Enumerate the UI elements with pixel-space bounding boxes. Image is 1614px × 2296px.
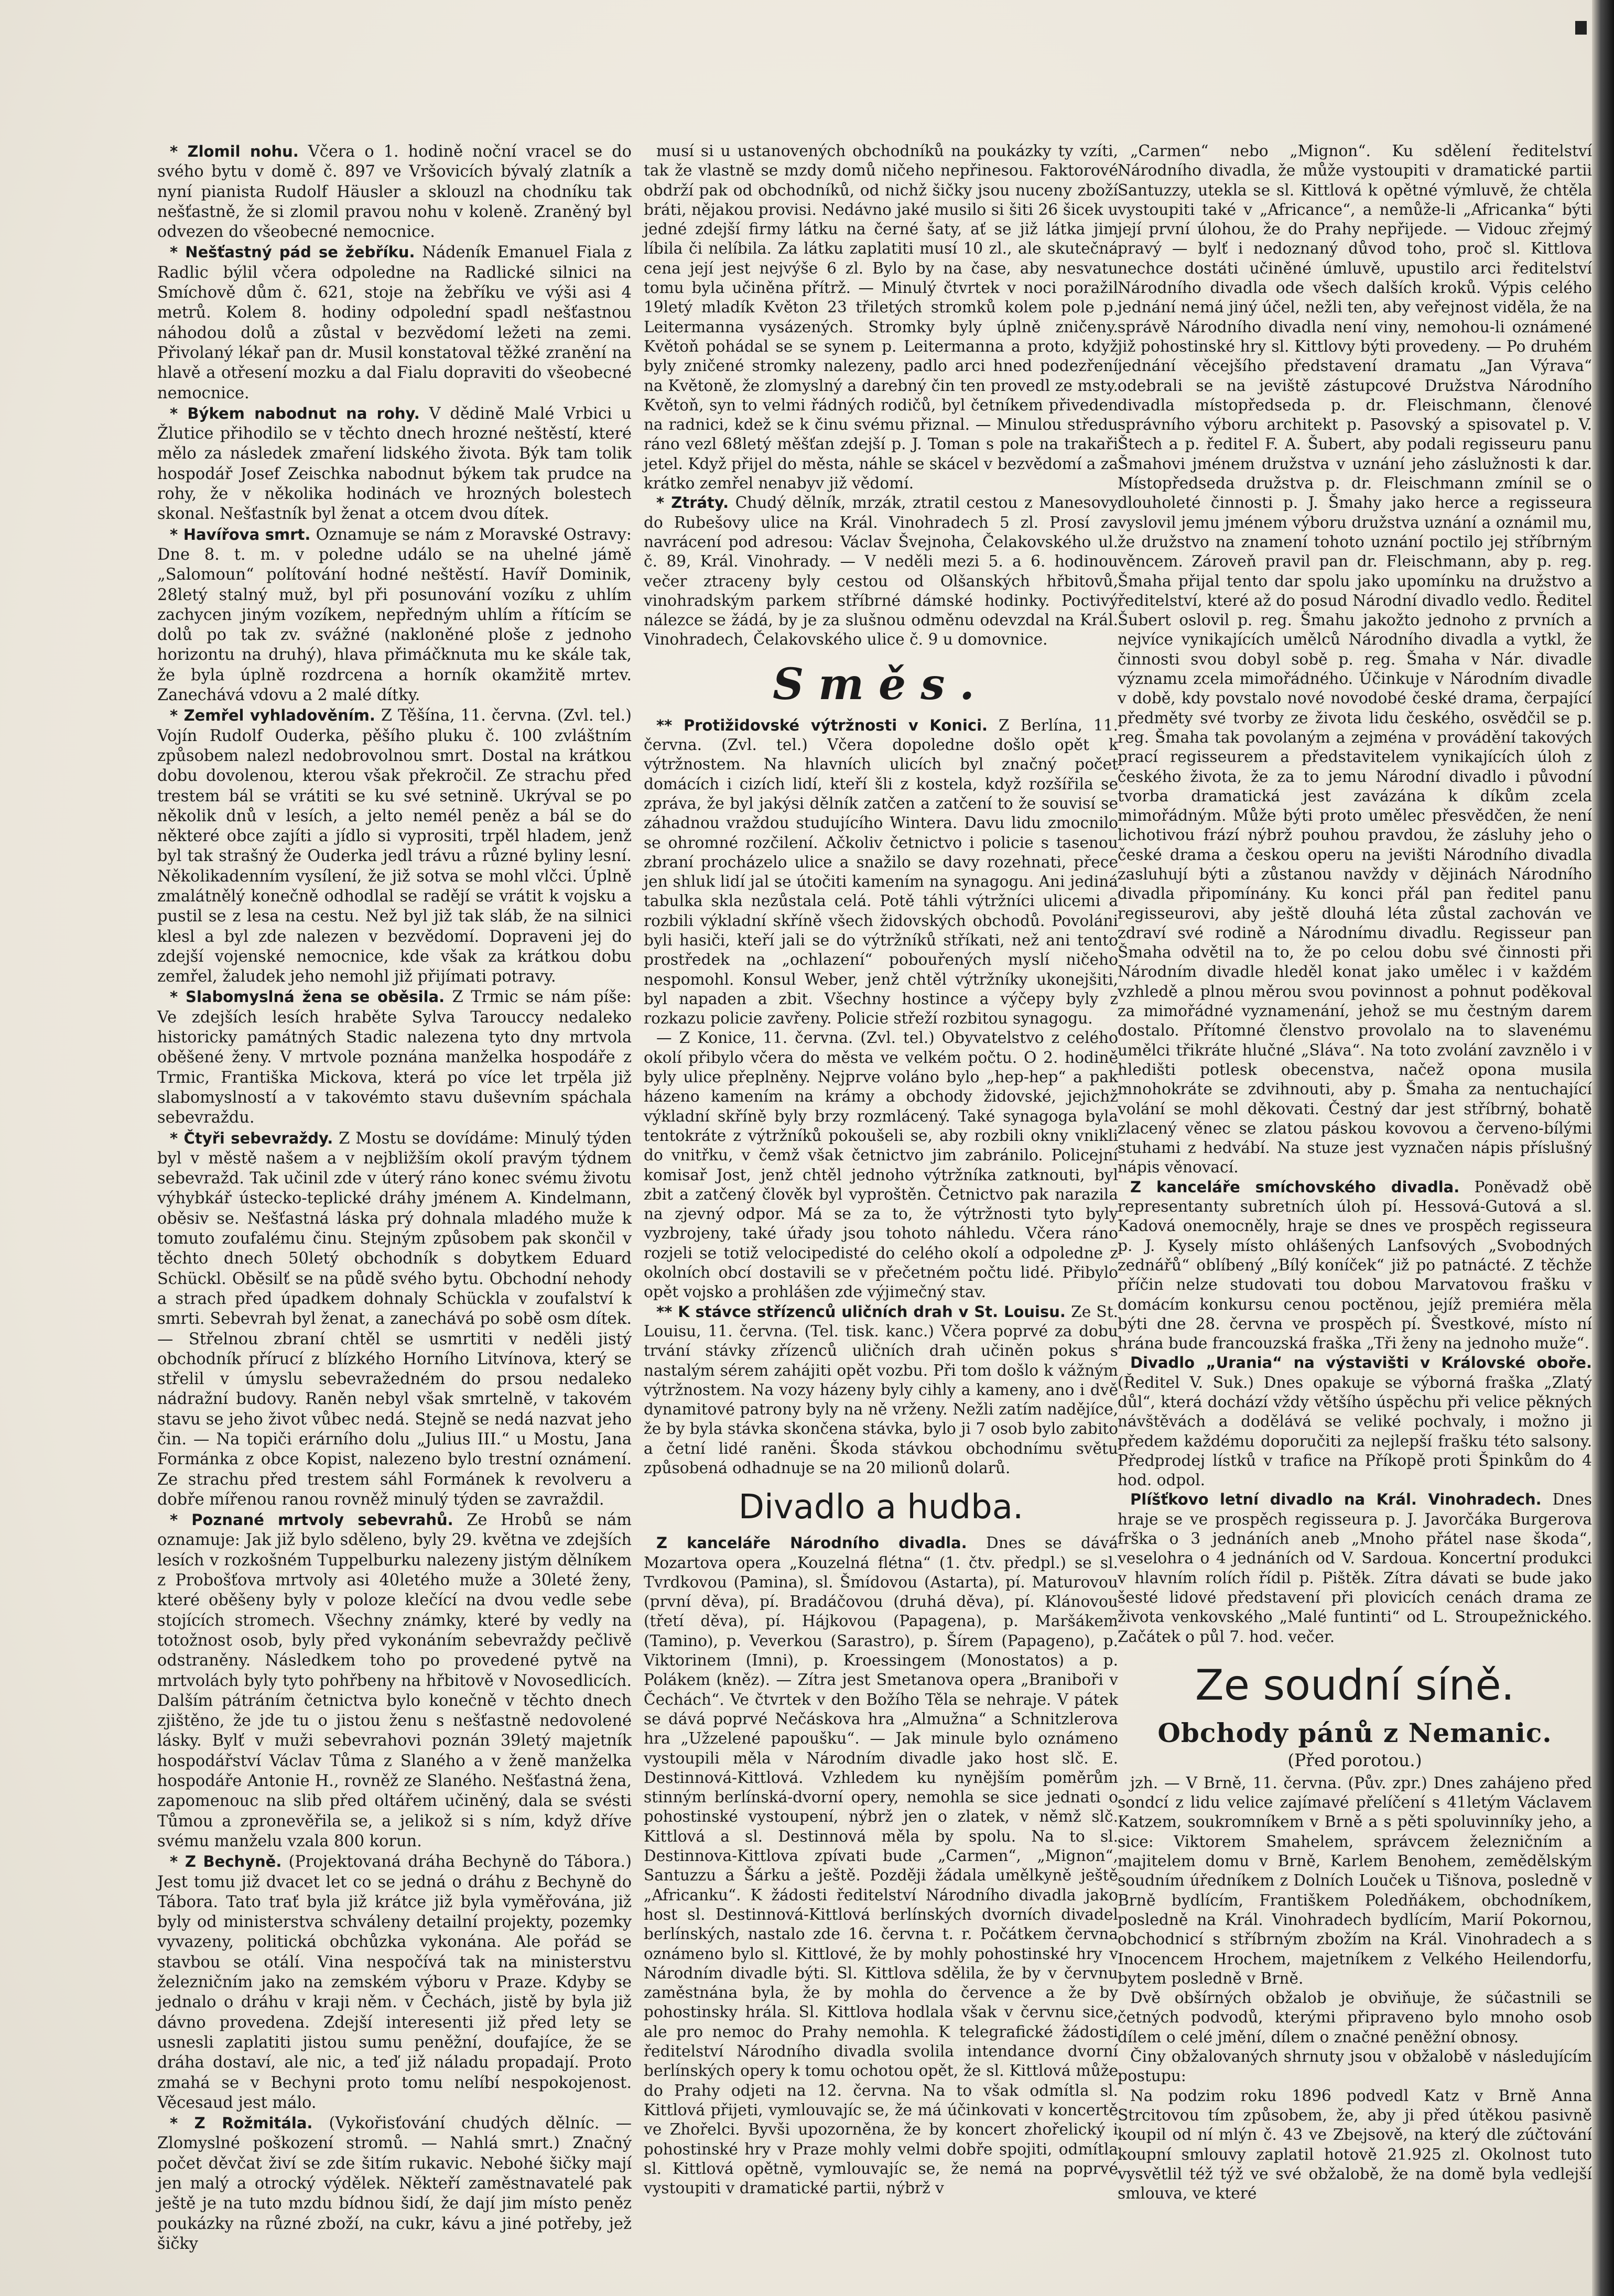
news-paragraph (157, 2113, 632, 2254)
news-paragraph (1118, 1353, 1592, 1490)
section-heading-soudni: Ze soudní síně. (1195, 1660, 1515, 1710)
column-3 (1118, 142, 1592, 2203)
news-paragraph (1118, 2086, 1592, 2204)
paragraph-text: Poněvadž obě representanty subretních úloh pí. Hessová-Gutová a sl. Kadová onemocněly, hraje se dnes ve prospěch regisseura p. J. Kysely místo ohlášených Lanfsových „Svobodných zednářů“ oblíbený „Bílý koníček“ již po patnácté. Z těchže příčin nelze studovati tou dobou Marvatovou frašku v domácím konkursu cenou poctěnou, jejíž premiéra měla býti dne 28. června ve prospěch pí. Švestkové, místo ní hrána bude francouzská fraška „Tři ženy na jednoho muže“. (1118, 1178, 1593, 1353)
news-paragraph (644, 1028, 1118, 1302)
paragraph-lead: Z kanceláře Národního divadla. (656, 1534, 967, 1552)
paragraph-text: Ze Hrobů se nám oznamuje: Jak již bylo sděleno, byly 29. května ve zdejších lesích v rozkošném Tuppelburku nalezeny jistým dělníkem z Probošťova mrtvoly asi 40letého muže a 30leté ženy, které oběšeny byly v poloze klečící na dvou vedle sebe stojících stromech. Všechny známky, které by vedly na totožnost osob, byly před vykonáním sebevraždy pečlivě odstraněny. Následkem toho po provedené pytvě na mrtvolách byly tyto pohřbeny na hřbitově v Novosedlicích. Dalším pátráním četnictva bylo konečně v těchto dnech zjištěno, že jde tu o jistou ženu s nešťastně nedovolené lásky. Bylť v muži sebevrahovi poznán 39letý majetník hospodářství Václav Tůma z Slaného a v ženě manželka hospodáře Antonie H., rovněž ze Slaného. Nešťastná žena, zapomenouc na slib před oltářem učiněný, dala se svésti Tůmou a zpronevěřila se, a jelikož si s ním, když dříve svému manželu vzala 800 korun. (157, 1511, 632, 1851)
paragraph-text: Na podzim roku 1896 podvedl Katz v Brně Anna Strcitovou tím způsobem, že, aby ji před útěkou pasivně koupil od ní mlýn č. 43 ve Zbejsově, na který dle zúčtování koupní smlouvy zaplatil hotově 21.925 zl. Okolnost tuto vysvětlil též týž ve své obžalobě, že na domě byla vedlejší smlouva, ve které (1118, 2086, 1592, 2203)
news-paragraph (1118, 2047, 1592, 2086)
paragraph-lead: * Zemřel vyhladověním. (170, 706, 375, 725)
paragraph-lead: * Zlomil nohu. (170, 143, 299, 160)
news-paragraph (644, 1302, 1118, 1478)
paragraph-text: musí si u ustanovených obchodníků na poukázky ty vzíti, tak že vlastně se mzdy domů ničeho nepřinesou. Faktorové obdrží pak od obchodníků, od nichž šičky jsou nuceny zboží bráti, nějakou provisi. Nedávno jaké musilo si šiti 26 šicek u jedné zdejší firmy látku na černé šaty, ať se již látka jim líbila či nelíbila. Za látku zaplatiti musí 10 zl., ale skutečná cena její jest nejvýše 6 zl. Bylo by na čase, aby nesvatu tomu byla učiněna přítrž. — Minulý čtvrtek v noci poražil 19letý mladík Květon 23 třiletých stromků kolem pole p. Leitermanna vysázených. Stromky byly úplně zničeny. Květoň pohádal se se synem p. Leitermanna a proto, když byly zničené stromky nalezeny, padlo arci hned podezření na Květoně, že zlomyslný a darebný čin ten provedl ze msty. Květoň, syn to velmi řádných rodičů, byl četníkem přiveden na radnici, kdež se k činu svému přiznal. — Minulou středu ráno vezl 68letý měšťan zdejší p. J. Toman s pole na trakaři jetel. Když přijel do města, náhle se skácel v bezvědomí a za krátko zemřel nenabyv již vědomí. (644, 142, 1118, 493)
news-paragraph (157, 142, 632, 242)
news-paragraph (1118, 1988, 1592, 2047)
paragraph-lead: Divadlo „Urania“ na výstavišti v Královské oboře. (1130, 1354, 1592, 1372)
paragraph-lead: * Čtyři sebevraždy. (170, 1129, 333, 1147)
paragraph-text: Ze St. Louisu, 11. června. (Tel. tisk. kanc.) Včera poprvé za dobu trvání stávky zřízenců uličních drah učiněn pokus s nastalým sérem zahájiti opět vozbu. Při tom došlo k vážným výtržnostem. Na vozy házeny byly cihly a kameny, ano i dvě dynamitové patrony byly na ně vrženy. Nežli zatím nadějíce, že by byla stávka skončena stávka, bylo ji 7 osob bylo zabito a četní lidé raněni. Škoda stávkou obchodnímu světu způsobená odhadnuje se na 20 milionů dolarů. (644, 1302, 1119, 1477)
paragraph-text: (Vykořisťování chudých dělníc. — Zlomyslné poškození stromů. — Nahlá smrt.) Značný počet děvčat živí se zde šitím rukavic. Nebohé šičky mají jen malý a otrocký výdělek. Někteří zaměstnavatelé pak ještě je na tuto mzdu bídnou šidí, že dají jim místo peněz poukázky na různé zboží, na cukr, kávu a jiné potřeby, jež šičky (157, 2114, 632, 2253)
news-paragraph (157, 1510, 632, 1852)
news-paragraph (644, 716, 1118, 1029)
paragraph-lead: * Ztráty. (656, 494, 729, 512)
paragraph-text: (Ředitel V. Suk.) Dnes opakuje se výborná fraška „Zlatý důl“, která dochází vždy většího úspěchu při velice pěkných návštěvách a dodělává se veliké pochvaly, i možno ji předem každému doporučiti za nejlepší frašku této salsony. Předprodej lístků v trafice na Příkopě proti Špinkům do 4 hod. odpol. (1118, 1373, 1592, 1489)
news-paragraph (644, 493, 1118, 649)
registration-mark (1575, 21, 1587, 35)
news-paragraph (1118, 142, 1592, 1178)
paragraph-lead: * Slabomyslná žena se oběsila. (170, 988, 445, 1006)
paragraph-text: Oznamuje se nám z Moravské Ostravy: Dne 8. t. m. v poledne událo se na uhelné jámě „Salomoun“ polítování hodné neštěstí. Havíř Dominik, 28letý stalný muž, byl při posunování vozíku z uhlím zachycen jiným vozíkem, nepředným uhlím a řítícím se dolů po tak zv. svážné (nakloněné ploše z jednoho horizontu na druhý), hlava přimáčknuta mu ke skále tak, že byla úplně rozdrcena a horník okamžitě mrtev. Zanechává vdovu a 2 malé dítky. (157, 525, 632, 705)
paragraph-text: Dnes se dává Mozartova opera „Kouzelná flétna“ (1. čtv. předpl.) se sl. Tvrdkovou (Pamina), sl. Šmídovou (Astarta), pí. Maturovou (první děva), pí. Bradáčovou (druhá děva), pí. Klánovou (třetí děva), pí. Hájkovou (Papagena), p. Maršákem (Tamino), p. Veverkou (Sarastro), p. Šírem (Papageno), p. Viktorinem (Imni), p. Kroessingem (Monostatos) a p. Polákem (kněz). — Zítra jest Smetanova opera „Braniboři v Čechách“. Ve čtvrtek v den Božího Těla se nehraje. V pátek se dává poprvé Nečáskova hra „Almužna“ a Schnitzlerova hra „Užzelené papoušku“. — Jak minule bylo oznámeno vystoupili měla v Národním divadle jako host slč. E. Destinnová-Kittlová. Vzhledem ku nynějším poměrům stinným berlínská-dvorní opery, nemohla se sice jednati o pohostinské vystoupení, nýbrž jen o zlatek, v němž slč. Kittlová a sl. Destinnová měla by spolu. Na to sl. Destinnova-Kittlova zpívati bude „Carmen“, „Mignon“, Santuzzu a Šárku a ještě. Později žádala umělkyně ještě „Africanku“. K žádosti ředitelství Národního divadla jako host sl. Destinnová-Kittlová berlínských dvorních divadel berlínských, nastalo zde 16. června t. r. Počátkem června oznámeno bylo sl. Kittlové, že by mohly pohostinské hry v Národním divadle býti. Sl. Kittlova sdělila, že by v červnu zaměstnána byla, že by mohla do července a že by pohostinsky hrála. Sl. Kittlova hodlala však v červnu sice, ale pro nemoc do Prahy nemohla. K telegrafické žádosti ředitelství Národního divadla svolila intendance dvorní berlínských opery k tomu ochotou opět, že sl. Kittlová může do Prahy odjeti na 12. června. Na to však odmítla sl. Kittlová přijeti, vymlouvajíc se, že má účinkovati v koncertě ve Zhořelci. Byvši upozorněna, že by koncert zhořelický i pohostinské hry v Praze mohly velmi dobře spojiti, odmítla sl. Kittlová opětně, vymlouvajíc se, že nemá na poprvé vystoupiti v dramatické partii, nýbrž v (644, 1534, 1119, 2197)
news-paragraph (1118, 1773, 1592, 1988)
paragraph-lead: ** Protižidovské výtržnosti v Konici. (656, 716, 988, 734)
paragraph-text: Dnes hraje se ve prospěch regisseura p. J. Javorčáka Burgerova frška o 3 jednáních aneb „Mnoho přátel nase škoda“, veselohra o 4 jednáních od V. Sardoua. Koncertní produkci v hlavním rolích řídil p. Pištěk. Zítra dávati se bude jako šesté lidové představení při plovicích cenách drama ze života venkovského „Malé funtinti“ od L. Stroupežnického. Začátek o půl 7. hod. večer. (1118, 1490, 1592, 1646)
article-headline: Obchody pánů z Nemanic. (1157, 1717, 1552, 1748)
news-paragraph (157, 1852, 632, 2113)
news-paragraph (157, 525, 632, 706)
paragraph-lead: * Z Bechyně. (170, 1853, 282, 1871)
news-paragraph (157, 987, 632, 1128)
paragraph-text: Chudý dělník, mrzák, ztratil cestou z Manesovy do Rubešovy ulice na Král. Vinohradech 5 zl. Prosí za navrácení pod adresou: Václav Švejnoha, Čelakovského ul. č. 89, Král. Vinohrady. — V neděli mezi 5. a 6. hodinou večer ztraceny byly cestou od Olšanských hřbitovů, vinohradským parkem stříbrné dámské hodinky. Poctivý nálezce se žádá, by je za slušnou odměnu odevzdal na Král. Vinohradech, Čelakovského ulice č. 9 u domovnice. (644, 494, 1118, 649)
paragraph-text: Včera o 1. hodině noční vracel se do svého bytu v domě č. 897 ve Vršovicích bývalý zlatník a nyní pianista Rudolf Häusler a sklouzl na chodníku tak nešťastně, že si zlomil pravou nohu v koleně. Zraněný byl odvezen do všeobecné nemocnice. (157, 143, 632, 242)
paragraph-text: (Projektovaná dráha Bechyně do Tábora.) Jest tomu již dvacet let co se jedná o dráhu z Bechyně do Tábora. Tato trať byla již krátce již byla vyměřována, již byly od ministerstva schváleny detailní projekty, pozemky vyvazeny, politická obchůzka vykonána. Ale pořád se stavbou se otálí. Vina nespočívá tak na ministerstvu železničním jako na zemském výboru v Praze. Kdyby se jednalo o dráhu v kraji něm. v Čechách, jistě by byla již dávno provedena. Zdejší interesenti již před lety se usnesli zaplatiti jistou sumu peněžní, doufajíce, že se dráha dostaví, ale nic, a teď již náladu propadají. Proto zmahá se v Bechyni proto tomu nelíbí nespokojenost. Věcesaud jest málo. (157, 1853, 632, 2112)
paragraph-text: Z Těšína, 11. června. (Zvl. tel.) Vojín Rudolf Ouderka, pěšího pluku č. 100 zvláštním způsobem nalezl nedobrovolnou smrt. Dostal na krátkou dobu dovolenou, kterou však překročil. Ze strachu před trestem bál se vrátiti se ku své setnině. Ukrýval se po několik dnů v lesích, a jelto nemél peněz a bál se do některé obce zajíti a jídlo si vyprositi, trpěl hladem, jenž byl tak strašný že Ouderka jedl trávu a různé byliny lesní. Několikadenním vysílení, že již sotva se mohl vlčci. Úplně zmalátnělý konečně odhodlal se radějí se vrátit k vojsku a pustil se z lesa na cestu. Než byl již tak sláb, že na silnici klesl a byl zde nalezen v bezvědomí. Dopraveni jej do zdejší vojenské nemocnice, kde však za krátkou dobu zemřel, žaludek jeho nemohl již přijímati potravy. (157, 706, 632, 986)
paragraph-lead: * Nešťastný pád se žebříku. (170, 243, 415, 262)
section-heading-divadlo: Divadlo a hudba. (738, 1488, 1024, 1527)
paragraph-text: Činy obžalovaných shrnuty jsou v obžalobě v následujícím postupu: (1118, 2048, 1592, 2085)
news-paragraph (644, 142, 1118, 493)
paragraph-text: V dědině Malé Vrbici u Žlutice přihodilo se v těchto dnech hrozné neštěstí, které mělo za následek zmaření lidského života. Býk tam tolik hospodář Josef Zeischka nabodnut býkem tak prudce na rohy, že v několika hodinách ve hrozných bolestech skonal. Nešťastník byl ženat a otcem dvou dítek. (157, 404, 632, 524)
article-subheadline: (Před porotou.) (1287, 1749, 1422, 1770)
paragraph-lead: * Havířova smrt. (170, 525, 311, 543)
news-paragraph (1118, 1490, 1592, 1646)
paragraph-lead: * Z Rožmitála. (170, 2114, 313, 2132)
paragraph-text: Nádeník Emanuel Fiala z Radlic býlil včera odpoledne na Radlické silnici na Smíchově dům č. 621, stoje na žebříku ve výši asi 4 metrů. Kolem 8. hodiny odpolední spadl nešťastnou náhodou dolů a zůstal v bezvědomí ležeti na zemi. Přivolaný lékař pan dr. Musil konstatoval těžké zranění na hlavě a otřesení mozku a dal Fialu dopraviti do všeobecné nemocnice. (157, 243, 632, 402)
news-paragraph (644, 1533, 1118, 2198)
paragraph-text: Z Trmic se nám píše: Ve zdejších lesích hraběte Sylva Tarouccy nedaleko historicky památných Stadic nalezena tyto dny mrtvola oběšené ženy. V mrtvole poznána manželka hospodáře z Trmic, Františka Mickova, která po více let trpěla již slabomyslností a v takovémto stavu duševním spáchala sebevraždu. (157, 988, 632, 1127)
column-2 (644, 142, 1118, 2198)
paragraph-text: — Z Konice, 11. června. (Zvl. tel.) Obyvatelstvo z celého okolí přibylo včera do města ve velkém počtu. O 2. hodině byly ulice přeplněny. Nejprve voláno bylo „hep-hep“ a pak házeno kamením na krámy a obchody židovské, jejichž výkladní skříně byly brzy rozmlácený. Také synagoga byla tentokráte z výtržníků pokoušeli se, aby rozbili okny vnikli do vnitřku, v čemž však četnictvo jim zabránilo. Policejní komisař Jost, jenž chtěl jednoho výtržníka zatknouti, byl zbit a zatčený člověk byl vyproštěn. Četnictvo pak narazila na zjevný odpor. Má se za to, že výtržnosti tyto byly vyzbrojeny, také úřady jsou tohoto náhledu. Včera ráno rozjeli se totiž velocipedisté do celého okolí a odpoledne z okolních obcí dostavili se v přečetném počtu lidé. Přibylo opět vojsko a prohlášen zde výjimečný stav. (644, 1029, 1118, 1301)
news-paragraph (157, 242, 632, 403)
news-paragraph (1118, 1178, 1592, 1354)
paragraph-text: „Carmen“ nebo „Mignon“. Ku sdělení ředitelství Národního divadla, že může vystoupiti v dramatické partii Santuzzy, utekla se sl. Kittlová k opětné výmluvě, že chtěla vystoupiti také v „Africance“, a nemůže-li „Africanka“ býti její první úlohou, že do Prahy nepřijede. — Vidouc zřejmý pravý — bylť i nedoznaný důvod toho, proč sl. Kittlova nechce dostáti učiněné úmluvě, upustilo arci ředitelství Národního divadla ode všech dalších kroků. Výpis celého jednání nemá jiný účel, nežli ten, aby veřejnost viděla, že na správě Národního divadla není viny, nemohou-li oznámené již pohostinské hry sl. Kittlovy býti provedeny. — Po druhém jednání věcejšího představení dramatu „Jan Výrava“ odebrali se na jeviště zástupcové Družstva Národního divadla místopředseda p. dr. Fleischmann, členové správního výboru architekt p. Pasovský a spisovatel p. V. Štech a p. ředitel F. A. Šubert, aby podali regisseuru panu Šmahovi jménem družstva v uznání jeho záslužnosti k dar. Místopředseda družstva p. dr. Fleischmann zmínil se o dlouholeté činnosti p. J. Šmahy jako herce a regisseura vyslovil jemu jménem výboru družstva uznání a oznámil mu, že družstvo na znamení tohoto uznání poctilo jej stříbrným věncem. Zároveň pravil pan dr. Fleischmann, aby p. reg. Šmaha přijal tento dar spolu jako upomínku na družstvo a ředitelství, které až do posud Národní divadlo vedlo. Ředitel Šubert oslovil p. reg. Šmahu jakožto jednoho z prvních a nejvíce vynikajících umělců Národního divadla a vytkl, že činnosti svou dobyl sobě p. reg. Šmaha v Nár. divadle významu zcela mimořádného. Účinkuje v Národním divadle v době, kdy povstalo nové novodobé české drama, čerpající předměty své tvorby ze života lidu českého, osvědčil se p. reg. Šmaha tak povolaným a zejména v provádění takových prací regisseurem a představitelem vynikajících úloh z českého života, že za to jemu Národní divadlo i původní tvorba dramatická jest zavázána k díkům zcela mimořádným. Může býti proto umělec přesvědčen, že není lichotivou frází nýbrž pouhou pravdou, že zásluhy jeho o české drama a českou operu na jevišti Národního divadla zasluhují býti a zůstanou navždy v dějinách Národního divadla připomínány. Ku konci přál pan ředitel panu regisseurovi, aby ještě dlouhá léta zůstal zachován ve zdraví své rodině a Národnímu divadlu. Regisseur pan Šmaha odvětil na to, že po celou dobu své činnosti při Národním divadle hleděl konat jako umělec i v každém vzhledě a plnou měrou svou povinnost a pohnut poděkoval za mimořádné vyznamenání, jehož se mu čestným darem dostalo. Přítomné členstvo provolalo na to slavenému umělci třikráte hlučné „Sláva“. Na toto zvolání zavznělo i v hledišti potlesk obecenstva, načež opona musila mnohokráte se zdvihnouti, aby p. Šmaha za nentuchající volání se mohl děkovati. Čestný dar jest stříbrný, bohatě zlacený věnec se zlatou páskou kovovou a červeno-bílými stuhami z hedvábí. Na stuze jest vyznačen nápis příslušný nápis věnovací. (1118, 142, 1592, 1177)
paragraph-lead: ** K stávce střízenců uličních drah v St. Louisu. (656, 1302, 1066, 1321)
paragraph-lead: Plíšťkovo letní divadlo na Král. Vinohradech. (1130, 1490, 1542, 1509)
section-heading-smes: Směs. (773, 659, 989, 710)
paragraph-text: Dvě obšírných obžalob je obviňuje, že súčastnili se četných podvodů, kterými připraveno bylo mnoho osob dílem o celé jmění, dílem o značné peněžní obnosy. (1118, 1989, 1592, 2046)
paragraph-lead: Z kanceláře smíchovského divadla. (1130, 1178, 1460, 1196)
paragraph-lead: * Býkem nabodnut na rohy. (170, 404, 420, 422)
news-paragraph (157, 1128, 632, 1510)
paragraph-text: Z Berlína, 11. června. (Zvl. tel.) Včera dopoledne došlo opět k výtržnostem. Na hlavních ulicích byl značný počet domácích i cizích lidí, kteří šli z kostela, když rozšířila se zpráva, že byl jakýsi dělník zatčen a zatčení to že souvisí se záhadnou vraždou studujícího Wintera. Davu lidu zmocnilo se ohromné rozčilení. Ačkoliv četnictvo i policie s tasenou zbraní procházelo ulice a snažilo se davy rozehnati, přece jen shluk lidí jal se útočiti kamením na synagogu. Ani jediná tabulka skla nezůstala celá. Potě táhli výtržníci ulicemi a rozbili výkladní skříně všech židovských obchodů. Povoláni byli hasiči, kteří jali se do výtržníků stříkati, než ani tento prostředek na „ochlazení“ pobouřených myslí ničeho nespomohl. Konsul Weber, jenž chtěl výtržníky ukonejšiti, byl napaden a zbit. Všechny hostince a výčepy byly z rozkazu policie zavřeny. Policie střeží rozbitou synagogu. (644, 716, 1118, 1028)
column-1 (157, 142, 632, 2254)
paragraph-text: Z Mostu se dovídáme: Minulý týden byl v městě našem a v nejbližším okolí pravým týdnem sebevražd. Tak učinil zde v úterý ráno konec svému životu výhybkář ústecko-teplické dráhy jménem A. Kindelmann, oběsiv se. Nešťastná láska prý dohnala mladého muže k tomuto zoufalému činu. Stejným způsobem pak skončil v těchto dnech 50letý obchodník s dobytkem Eduard Schückl. Oběsilť se na půdě svého bytu. Obchodní nehody a strach před úpadkem dohnaly Schückla v zoufalství k smrti. Sebevrah byl ženat, a zanechává po sobě osm dítek. — Střelnou zbraní chtěl se usmrtiti v neděli jistý obchodník přírucí z blízkého Horního Litvínova, který se střelil v úmyslu sebevražedném do prsou nedaleko nádražní budovy. Raněn nebyl však smrtelně, v takovém stavu se jeho život vůbec nedá. Stejně se nedá nazvat jeho čin. — Na topiči erárního dolu „Julius III.“ u Mostu, Jana Formánka z obce Kopist, nalezeno bylo trestní oznámení. Ze strachu před trestem sáhl Formánek k revolveru a dobře mířenou ranou rovněž minulý týden se zavraždil. (157, 1129, 632, 1509)
news-paragraph (157, 404, 632, 525)
news-paragraph (157, 705, 632, 987)
page-edge-shadow (1592, 0, 1614, 2296)
paragraph-text: jzh. — V Brně, 11. června. (Pův. zpr.) Dnes zahájeno před sondcí z lidu velice zajímavé přelíčení s 41letým Václavem Katzem, soukromníkem v Brně a s pěti spoluvinníky jeho, a sice: Viktorem Smahelem, správcem železničním a majitelem domu v Brně, Karlem Benohem, zemědělským soudním úředníkem z Dolních Louček u Tišnova, posledně v Brně bydlícím, Františkem Poledňákem, obchodníkem, posledně na Král. Vinohradech bydlícím, Marií Pokornou, obchodnicí s stříbrným zbožím na Král. Vinohradech a s Inocencem Hrochem, majetníkem z Velkého Heilendorfu, bytem posledně v Brně. (1118, 1773, 1592, 1987)
paragraph-lead: * Poznané mrtvoly sebevrahů. (170, 1511, 453, 1529)
